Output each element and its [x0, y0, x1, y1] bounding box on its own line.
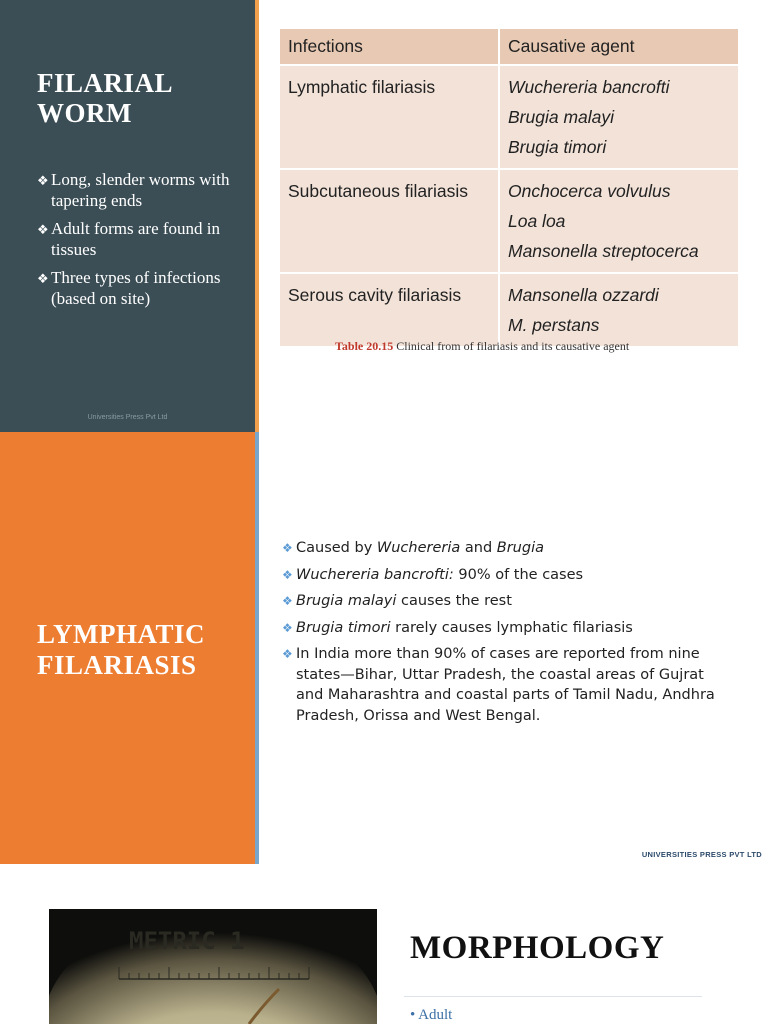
agent-name: Brugia malayi — [508, 107, 615, 127]
agent-cell — [499, 169, 739, 273]
agent-name: Loa loa — [508, 211, 566, 231]
table-row — [279, 273, 739, 347]
table-header-row — [279, 28, 739, 65]
agent-name: Wuchereria bancrofti — [508, 77, 670, 97]
table-caption — [335, 338, 665, 355]
agent-name: M. perstans — [508, 315, 600, 335]
diamond-bullet-icon: ❖ — [37, 271, 49, 286]
list-item: ❖ Three types of infections (based on site) — [37, 268, 221, 308]
list-item: ❖ Wuchereria bancrofti: 90% of the cases — [282, 565, 732, 586]
infection-cell: Serous cavity filariasis — [279, 273, 499, 347]
agent-cell — [499, 273, 739, 347]
diamond-bullet-icon: ❖ — [282, 647, 293, 661]
metric-scale-label: METRIC 1 — [129, 927, 245, 955]
agent-cell — [499, 65, 739, 169]
publisher-footer: Universities Press Pvt Ltd — [87, 414, 168, 421]
infections-table — [278, 27, 740, 348]
list-item: ❖ Long, slender worms with tapering ends — [37, 170, 230, 210]
micrograph-image — [49, 909, 377, 1024]
list-item: • Adult — [410, 1007, 453, 1023]
title-panel — [0, 432, 255, 864]
agent-name: Brugia timori — [508, 137, 607, 157]
agent-name: Onchocerca volvulus — [508, 181, 671, 201]
agent-name: Mansonella streptocerca — [508, 241, 699, 261]
divider — [404, 996, 702, 997]
diamond-bullet-icon: ❖ — [282, 567, 293, 582]
column-header-causative-agent: Causative agent — [499, 28, 739, 65]
title-panel — [0, 0, 255, 432]
accent-bar — [255, 432, 259, 864]
list-item: ❖ Brugia malayi causes the rest — [282, 591, 732, 612]
bullet-list — [37, 170, 249, 317]
caption-text: Clinical from of filariasis and its causative agent — [396, 339, 630, 353]
slide-title: LYMPHATIC FILARIASIS — [37, 619, 206, 680]
agent-name: Mansonella ozzardi — [508, 285, 659, 305]
caption-number: Table 20.15 — [335, 339, 394, 353]
slide-title: MORPHOLOGY — [410, 930, 665, 966]
slide-lymphatic-filariasis — [0, 432, 768, 864]
slide-morphology — [0, 864, 768, 1024]
diamond-bullet-icon: ❖ — [282, 594, 293, 608]
list-item: ❖ Adult forms are found in tissues — [37, 219, 221, 259]
diamond-bullet-icon: ❖ — [37, 173, 49, 188]
publisher-footer: UNIVERSITIES PRESS PVT LTD — [641, 850, 762, 859]
diamond-bullet-icon: ❖ — [282, 620, 293, 635]
diamond-bullet-icon: ❖ — [37, 222, 49, 237]
slide-filarial-worm — [0, 0, 768, 432]
table-row — [279, 65, 739, 169]
slide-title: FILARIAL WORM — [37, 68, 174, 128]
list-item: ❖ In India more than 90% of cases are reported from nine states—Bihar, Uttar Pradesh, the coastal areas of Gujrat and Maharashtra and coastal parts of Tamil Nadu, Andhra Pradesh, Orissa and West Bengal. — [282, 646, 715, 724]
bullet-list — [282, 538, 732, 732]
list-item: ❖ Caused by Wuchereria and Brugia — [282, 538, 732, 559]
microscope-photo — [49, 909, 377, 1024]
infection-cell: Subcutaneous filariasis — [279, 169, 499, 273]
accent-bar — [255, 0, 259, 432]
table-row — [279, 169, 739, 273]
column-header-infections: Infections — [279, 28, 499, 65]
infection-cell: Lymphatic filariasis — [279, 65, 499, 169]
list-item: ❖ Brugia timori rarely causes lymphatic filariasis — [282, 618, 732, 639]
diamond-bullet-icon: ❖ — [282, 541, 293, 555]
